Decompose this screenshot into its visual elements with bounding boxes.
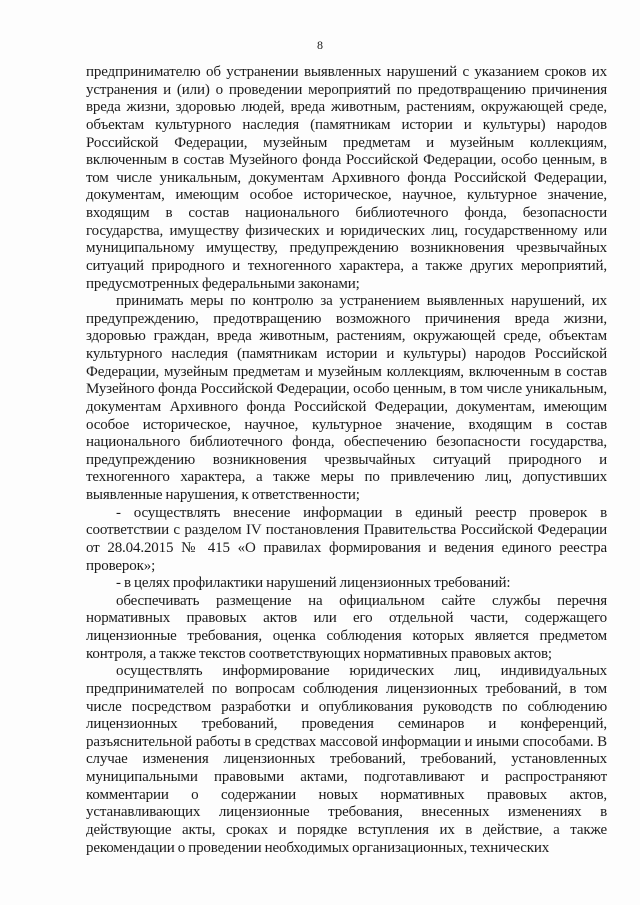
paragraph-publication: обеспечивать размещение на официальном сайте службы перечня нормативных правовых актов или его отдельной части, содержащего лицензионные требования, оценка соблюдения которых является предметом контроля, а также текстов соответствующих нормативных правовых актов; — [86, 592, 607, 662]
paragraph-inspection-registry: - осуществлять внесение информации в единый реестр проверок в соответствии с разделом IV постановления Правительства Российской Федерации от 28.04.2015 № 415 «О правилах формирования и ведения единого реестра проверок»; — [86, 504, 607, 574]
body-text — [86, 64, 607, 857]
paragraph-informing: осуществлять информирование юридических лиц, индивидуальных предпринимателей по вопросам соблюдения лицензионных требований, в том числе посредством разработки и опубликования руководств по соблюдению лицензионных требований, проведения семинаров и конференций, разъяснительной работы в средствах массовой информации и иными способами. В случае изменения лицензионных требований, требований, установленных муниципальными правовыми актами, подготавливают и распространяют комментарии о содержании новых нормативных правовых актов, устанавливающих лицензионные требования, внесенных изменениях в действующие акты, сроках и порядке вступления их в действие, а также рекомендации о проведении необходимых организационных, технических — [86, 663, 607, 856]
page-number: 8 — [317, 38, 323, 52]
paragraph-continuation: предпринимателю об устранении выявленных нарушений с указанием сроков их устранения и (или) о проведении мероприятий по предотвращению причинения вреда жизни, здоровью людей, вреда животным, растениям, окружающей среде, объектам культурного наследия (памятникам истории и культуры) народов Российской Федерации, музейным предметам и музейным коллекциям, включенным в состав Музейного фонда Российской Федерации, особо ценным, в том числе уникальным, документам Архивного фонда Российской Федерации, документам, имеющим особое историческое, научное, культурное значение, входящим в состав национального библиотечного фонда, безопасности государства, имуществу физических и юридических лиц, государственному или муниципальному имуществу, предупреждению возникновения чрезвычайных ситуаций природного и техногенного характера, а также других мероприятий, предусмотренных федеральными законами; — [86, 64, 607, 292]
paragraph-prevention-heading: - в целях профилактики нарушений лицензионных требований: — [116, 575, 511, 592]
paragraph-control-measures: принимать меры по контролю за устранением выявленных нарушений, их предупреждению, предотвращению возможного причинения вреда жизни, здоровью граждан, вреда животным, растениям, окружающей среде, объектам культурного наследия (памятникам истории и культуры) народов Российской Федерации, музейным предметам и музейным коллекциям, включенным в состав Музейного фонда Российской Федерации, особо ценным, в том числе уникальным, документам Архивного фонда Российской Федерации, документам, имеющим особое историческое, научное, культурное значение, входящим в состав национального библиотечного фонда, обеспечению безопасности государства, предупреждению возникновения чрезвычайных ситуаций природного и техногенного характера, а также меры по привлечению лиц, допустивших выявленные нарушения, к ответственности; — [86, 293, 607, 503]
